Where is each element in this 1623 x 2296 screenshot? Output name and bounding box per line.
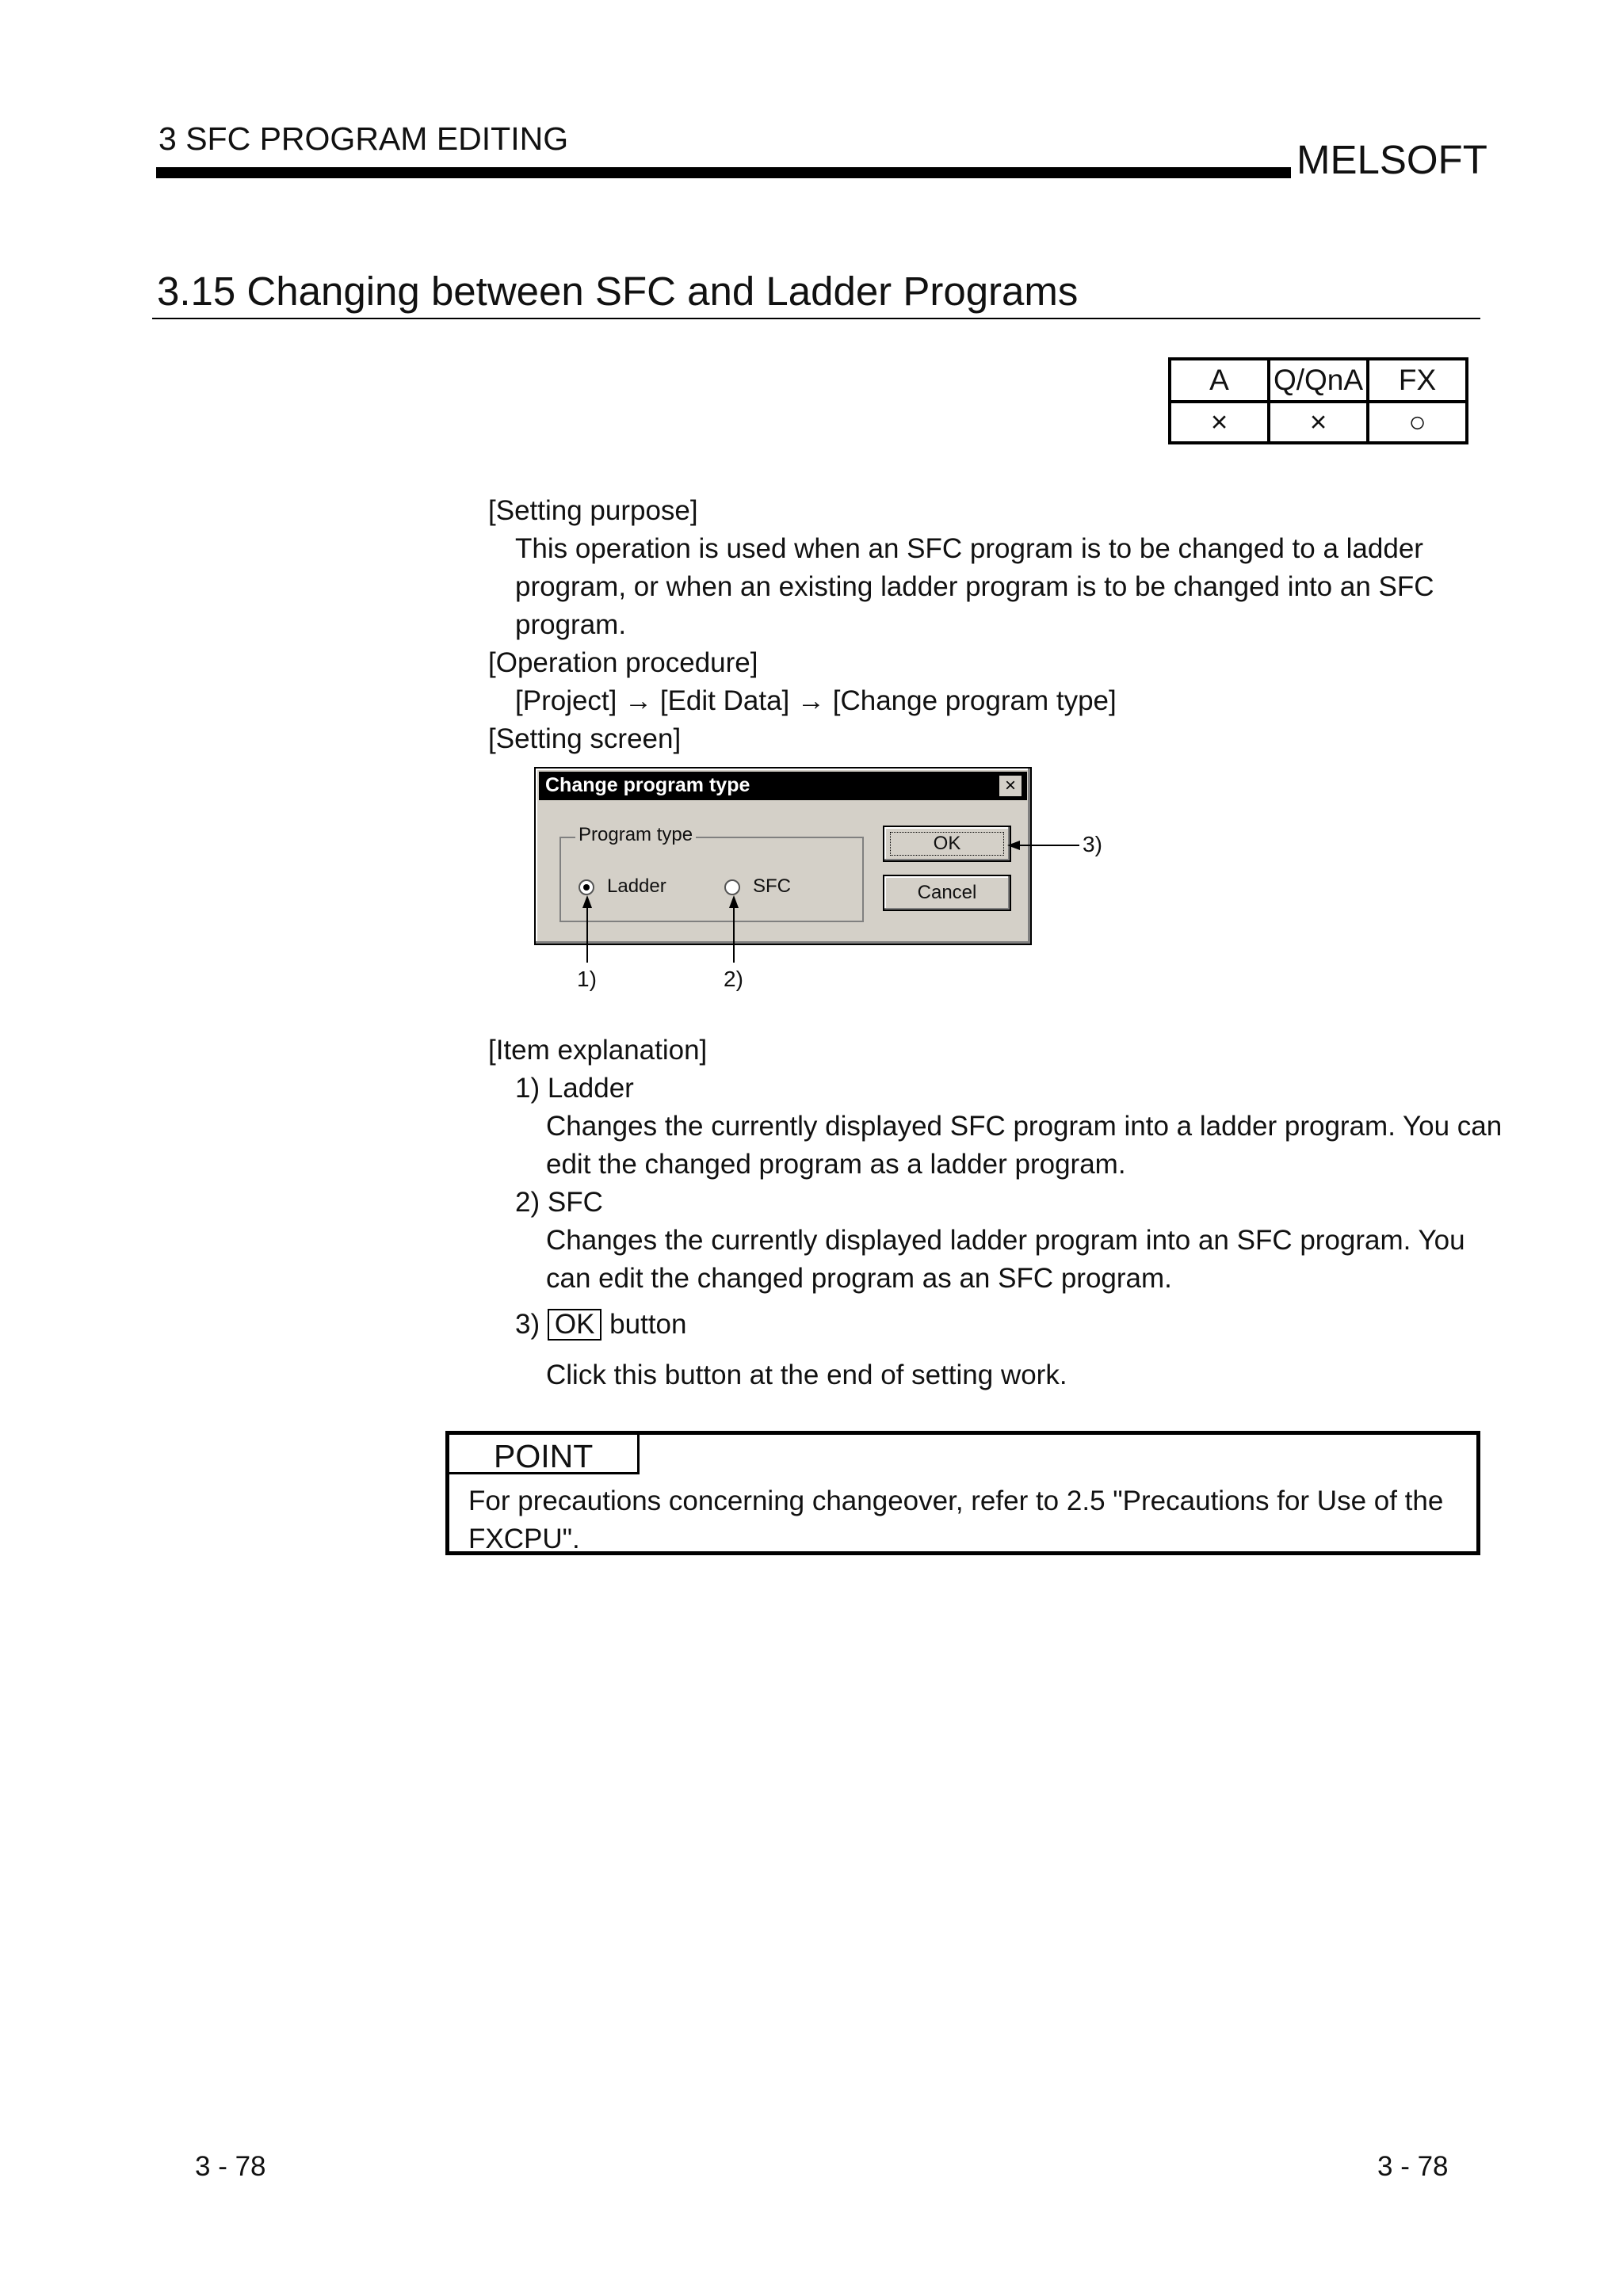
point-line: For precautions concerning changeover, refer to 2.5 "Precautions for Use of the bbox=[468, 1486, 1444, 1516]
setting-screen-heading: [Setting screen] bbox=[488, 723, 682, 754]
callout-1: 1) bbox=[577, 967, 597, 991]
item-2-line: can edit the changed program as an SFC program. bbox=[546, 1263, 1172, 1294]
close-icon[interactable]: × bbox=[999, 775, 1022, 797]
callout-3: 3) bbox=[1083, 832, 1102, 856]
item-3-line: Click this button at the end of setting work. bbox=[546, 1360, 1067, 1390]
point-label: POINT bbox=[494, 1438, 594, 1474]
item-1-line: edit the changed program as a ladder program. bbox=[546, 1149, 1126, 1180]
setting-purpose-line: program, or when an existing ladder program is to be changed into an SFC bbox=[515, 571, 1434, 602]
menu-change-program-type: [Change program type] bbox=[832, 685, 1117, 716]
compat-header-fx: FX bbox=[1368, 359, 1467, 402]
point-line: FXCPU". bbox=[468, 1524, 580, 1554]
section-title: 3.15 Changing between SFC and Ladder Programs bbox=[157, 269, 1079, 314]
item-2-title: 2) SFC bbox=[515, 1187, 603, 1218]
program-type-group-label: Program type bbox=[575, 824, 696, 846]
ok-key-label: OK bbox=[548, 1309, 602, 1341]
setting-purpose-line: This operation is used when an SFC program is to be changed to a ladder bbox=[515, 533, 1423, 564]
page-number-right: 3 - 78 bbox=[1377, 2151, 1449, 2182]
brand-label: MELSOFT bbox=[1296, 137, 1487, 182]
compat-mark-fx: ○ bbox=[1368, 402, 1467, 443]
item-3-title bbox=[515, 1306, 686, 1344]
setting-purpose-line: program. bbox=[515, 609, 627, 640]
operation-heading: [Operation procedure] bbox=[488, 647, 758, 678]
page-number-left: 3 - 78 bbox=[195, 2151, 266, 2182]
item-3-suffix: button bbox=[609, 1309, 687, 1340]
menu-project: [Project] bbox=[515, 685, 617, 716]
point-label-frame bbox=[449, 1435, 640, 1474]
dialog-title: Change program type bbox=[545, 774, 750, 796]
menu-edit-data: [Edit Data] bbox=[659, 685, 790, 716]
cancel-button[interactable]: Cancel bbox=[883, 875, 1011, 911]
compat-mark-qqna: × bbox=[1269, 402, 1368, 443]
item-3-number: 3) bbox=[515, 1309, 540, 1340]
item-explanation-heading: [Item explanation] bbox=[488, 1035, 708, 1066]
setting-purpose-heading: [Setting purpose] bbox=[488, 495, 698, 526]
sfc-radio-label: SFC bbox=[753, 875, 791, 897]
arrow-icon: → bbox=[797, 685, 826, 716]
callout-2: 2) bbox=[724, 967, 743, 991]
chapter-heading: 3 SFC PROGRAM EDITING bbox=[158, 120, 569, 157]
compat-header-qqna: Q/QnA bbox=[1269, 359, 1368, 402]
arrow-icon: → bbox=[624, 685, 653, 716]
item-1-line: Changes the currently displayed SFC program into a ladder program. You can bbox=[546, 1111, 1503, 1142]
point-box bbox=[445, 1431, 1480, 1555]
compat-mark-a: × bbox=[1170, 402, 1269, 443]
compat-header-a: A bbox=[1170, 359, 1269, 402]
ladder-radio-label: Ladder bbox=[607, 875, 666, 897]
ok-button-label: OK bbox=[933, 833, 961, 854]
item-1-title: 1) Ladder bbox=[515, 1073, 634, 1104]
item-2-line: Changes the currently displayed ladder program into an SFC program. You bbox=[546, 1225, 1465, 1256]
